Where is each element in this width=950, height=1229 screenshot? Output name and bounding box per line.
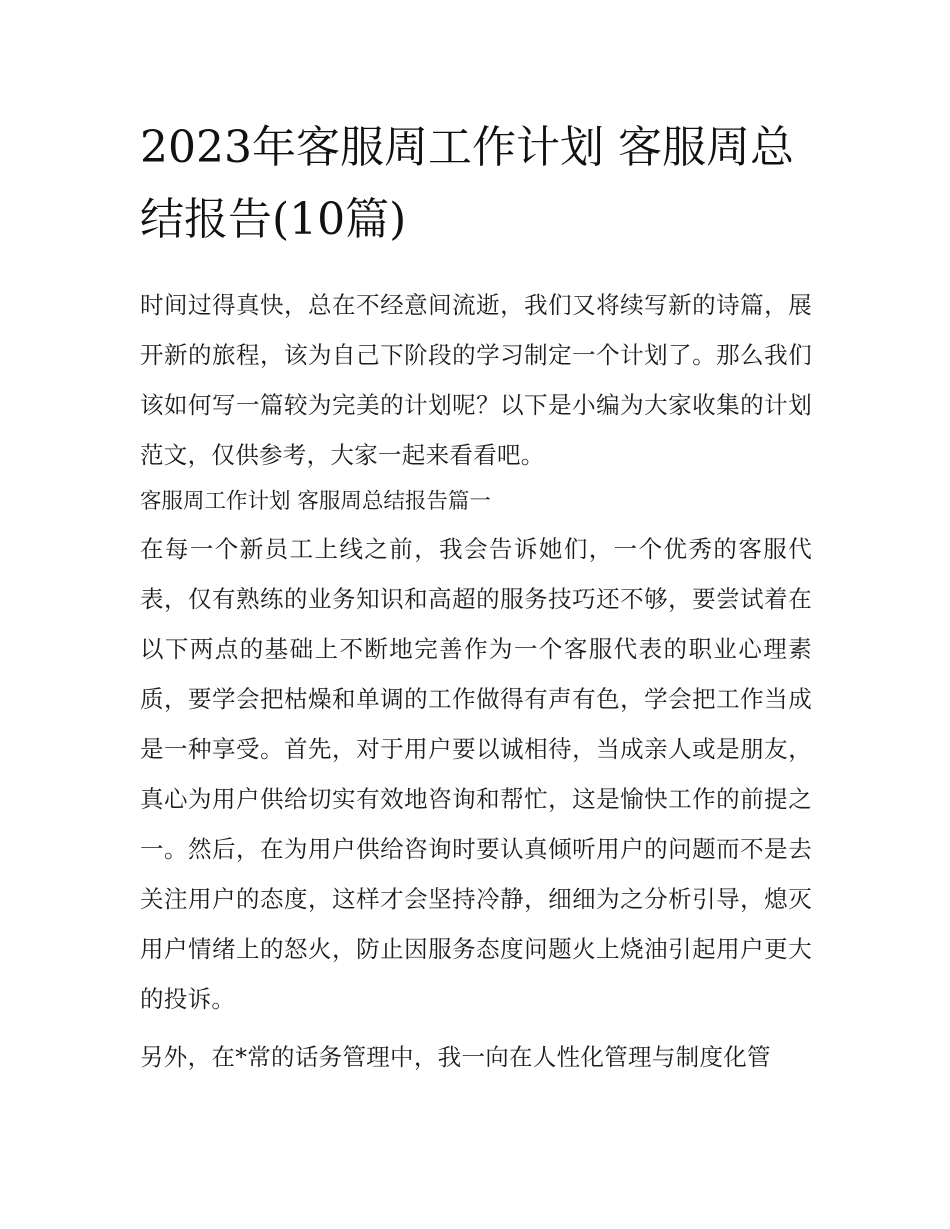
body-paragraph-1: 在每一个新员工上线之前，我会告诉她们，一个优秀的客服代表，仅有熟练的业务知识和高超的服务技巧还不够，要尝试着在以下两点的基础上不断地完善作为一个客服代表的职业心理素质，要学会把枯燥和单调的工作做得有声有色，学会把工作当成是一种享受。首先，对于用户要以诚相待，当成亲人或是朋友，真心为用户供给切实有效地咨询和帮忙，这是愉快工作的前提之一。然后，在为用户供给咨询时要认真倾听用户的问题而不是去关注用户的态度，这样才会坚持冷静，细细为之分析引导，熄灭用户情绪上的怒火，防止因服务态度问题火上烧油引起用户更大的投诉。 [140,535,812,1013]
document-content [140,112,812,1082]
document-title: 2023年客服周工作计划 客服周总结报告(10篇) [140,122,794,245]
section-heading: 客服周工作计划 客服周总结报告篇一 [140,489,491,514]
intro-paragraph: 时间过得真快，总在不经意间流逝，我们又将续写新的诗篇，展开新的旅程，该为自己下阶段的学习制定一个计划了。那么我们该如何写一篇较为完美的计划呢？以下是小编为大家收集的计划范文，仅供参考，大家一起来看看吧。 [140,291,812,469]
body-paragraph-2: 另外，在*常的话务管理中，我一向在人性化管理与制度化管 [140,1043,771,1071]
